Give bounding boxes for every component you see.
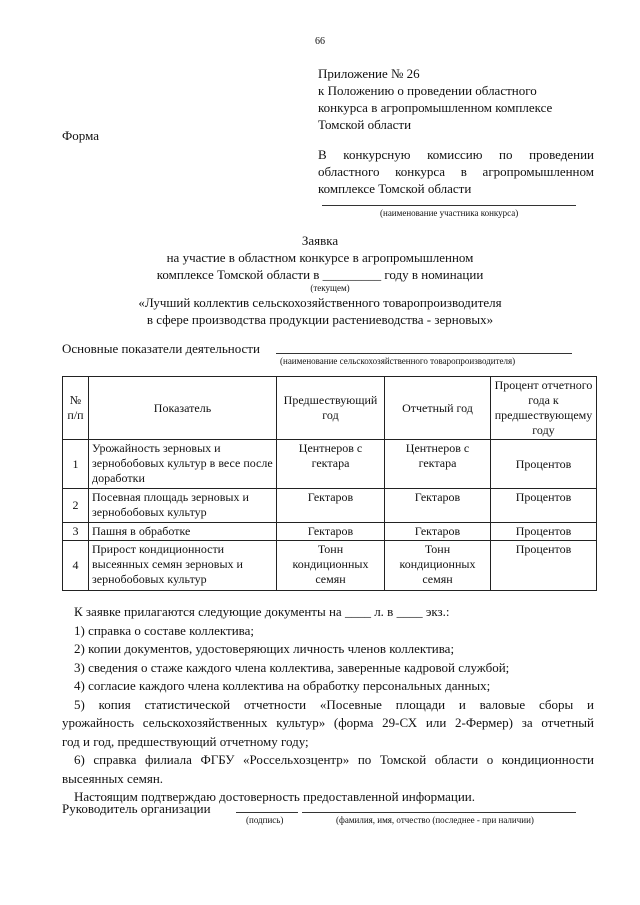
nomination-line-1: «Лучший коллектив сельскохозяйственного товаропроизводителя (138, 295, 502, 310)
form-label: Форма (62, 128, 99, 143)
row-num: 1 (63, 440, 89, 489)
appendix-line: к Положению о проведении областного (318, 83, 537, 98)
full-name-caption: (фамилия, имя, отчество (последнее - при наличии) (336, 815, 534, 825)
document-item-continued: урожайность сельскохозяйственных культур» (форма 29-СХ или 2-Фермер) за отчетный (62, 715, 594, 730)
confirmation-text: Настоящим подтверждаю достоверность предоставленной информации. (74, 789, 476, 804)
row-current: Гектаров (385, 523, 491, 541)
document-item: 4) согласие каждого члена коллектива на обработку персональных данных; (74, 678, 491, 693)
table-row (63, 440, 597, 489)
document-item: 1) справка о составе коллектива; (74, 622, 255, 638)
producer-name-line[interactable] (276, 353, 572, 354)
indicators-label: Основные показатели деятельности (62, 341, 260, 356)
row-percent: Процентов (491, 541, 597, 591)
addressee-line: В конкурсную комиссию по проведении (318, 147, 594, 162)
header-indicator: Показатель (89, 377, 277, 440)
heading-line-1: на участие в областном конкурсе в агропромышленном (166, 250, 474, 265)
document-item: 3) сведения о стаже каждого члена коллектива, заверенные кадровой службой; (74, 659, 510, 675)
document-item: 5) копия статистической отчетности «Посевные площади и валовые сборы и (74, 696, 594, 712)
signature-caption: (подпись) (246, 815, 284, 825)
table-row (63, 523, 597, 541)
appendix-block (318, 65, 552, 133)
row-percent: Процентов (491, 440, 597, 489)
heading-title: Заявка (301, 233, 339, 248)
appendix-line: конкурса в агропромышленном комплексе (318, 100, 553, 115)
header-num: № п/п (63, 377, 89, 440)
row-percent: Процентов (491, 489, 597, 523)
document-item-continued: год и год, предшествующий отчетному году; (62, 733, 309, 749)
producer-caption: (наименование сельскохозяйственного товаропроизводителя) (280, 356, 516, 366)
signature-line[interactable] (236, 812, 298, 813)
appendix-line: Томской области (318, 117, 412, 132)
participant-caption: (наименование участника конкурса) (380, 208, 519, 218)
row-current: Тонн кондиционных семян (385, 541, 491, 591)
document-item: 2) копии документов, удостоверяющих личность членов коллектива; (74, 641, 455, 656)
nomination-line-2: в сфере производства продукции растениеводства - зерновых» (146, 312, 494, 327)
row-previous: Гектаров (277, 489, 385, 523)
participant-name-line[interactable] (322, 205, 576, 206)
row-num: 3 (63, 523, 89, 541)
documents-list (62, 603, 594, 807)
row-num: 4 (63, 541, 89, 591)
document-item: 6) справка филиала ФГБУ «Россельхозцентр» по Томской области о кондиционности (74, 752, 594, 767)
addressee-block (318, 146, 594, 197)
appendix-line: Приложение № 26 (318, 66, 420, 81)
addressee-line: областного конкурса в агропромышленном (318, 164, 594, 179)
heading-line-2: комплексе Томской области в _________ году в номинации (156, 267, 484, 282)
year-caption: (текущем) (310, 283, 350, 293)
documents-intro: К заявке прилагаются следующие документы на ____ л. в ____ экз.: (74, 604, 450, 619)
header-percent: Процент отчетного года к предшествующему году (491, 377, 597, 440)
row-indicator: Прирост кондиционности высеянных семян зерновых и зернобобовых культур (89, 541, 277, 591)
header-current-year: Отчетный год (385, 377, 491, 440)
row-percent: Процентов (491, 523, 597, 541)
row-indicator: Урожайность зерновых и зернобобовых культур в весе после доработки (89, 440, 277, 489)
signature-label: Руководитель организации (62, 801, 211, 816)
addressee-line: комплексе Томской области (318, 181, 472, 196)
page-number: 66 (315, 36, 325, 47)
row-previous: Центнеров с гектара (277, 440, 385, 489)
indicators-table (62, 376, 597, 591)
row-indicator: Посевная площадь зерновых и зернобобовых культур (89, 489, 277, 523)
table-header-row (63, 377, 597, 440)
document-item-continued: высеянных семян. (62, 770, 164, 786)
row-current: Центнеров с гектара (385, 440, 491, 489)
header-previous-year: Предшествующий год (277, 377, 385, 440)
table-row (63, 489, 597, 523)
table-row (63, 541, 597, 591)
row-previous: Тонн кондиционных семян (277, 541, 385, 591)
row-current: Гектаров (385, 489, 491, 523)
row-indicator: Пашня в обработке (89, 523, 277, 541)
full-name-line[interactable] (302, 812, 576, 813)
row-num: 2 (63, 489, 89, 523)
row-previous: Гектаров (277, 523, 385, 541)
application-heading (120, 232, 520, 328)
